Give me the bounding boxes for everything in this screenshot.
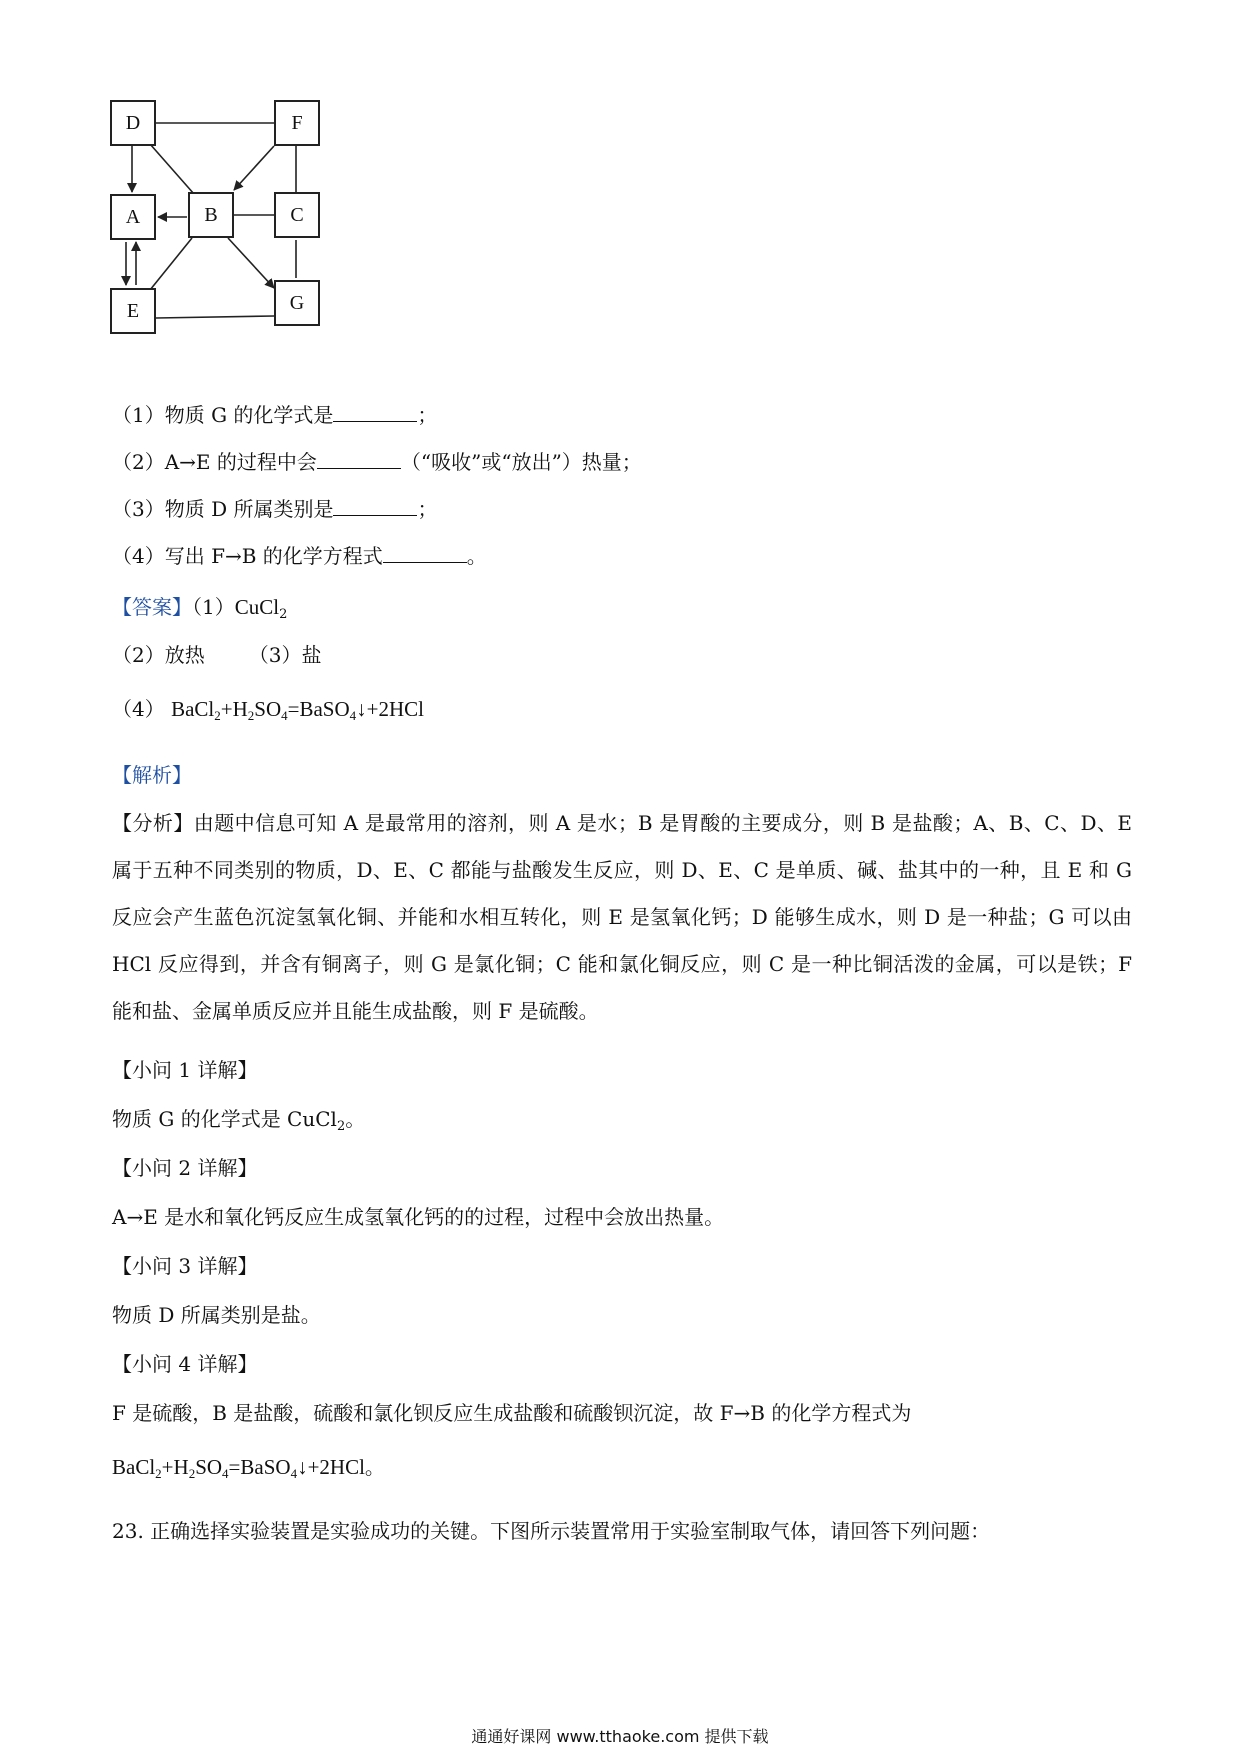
answer-tag: 【答案】	[112, 595, 192, 619]
question-2	[112, 447, 642, 477]
question-3	[112, 494, 437, 524]
question-4	[112, 541, 487, 571]
edge-e-g	[156, 316, 274, 318]
edge-d-b	[150, 144, 194, 194]
eq-part: SO	[195, 1455, 223, 1479]
diagram-connectors	[110, 110, 370, 385]
node-d: D	[110, 100, 156, 146]
eq-sub: 4	[290, 1466, 298, 1481]
answer-4-label: （4）	[112, 697, 165, 721]
subq-4-heading: 【小问 4 详解】	[112, 1352, 258, 1376]
edge-b-g	[228, 238, 274, 288]
subq-1-heading: 【小问 1 详解】	[112, 1058, 258, 1082]
question-3-end: ；	[417, 497, 438, 521]
node-g: G	[274, 280, 320, 326]
analysis-tag: 【解析】	[112, 763, 192, 787]
eq-sub: 2	[188, 1466, 196, 1481]
question-3-text: （3）物质 D 所属类别是	[112, 497, 334, 521]
edge-f-b	[234, 146, 274, 190]
answer-blank	[317, 450, 401, 469]
eq-part: ↓+2HCl	[297, 1455, 365, 1479]
subq-1-end: 。	[345, 1107, 366, 1131]
subq-4-equation-line	[112, 1452, 385, 1489]
eq-part: SO	[254, 697, 282, 721]
question-23: 23. 正确选择实验装置是实验成功的关键。下图所示装置常用于实验室制取气体，请回答下列问题：	[112, 1519, 991, 1543]
answer-blank	[333, 497, 417, 516]
subq-4-equation	[112, 1455, 365, 1479]
subq-2-detail: A→E 是水和氧化钙反应生成氢氧化钙的的过程，过程中会放出热量。	[112, 1205, 725, 1229]
answer-line-4	[112, 694, 424, 731]
node-a: A	[110, 194, 156, 240]
subq-3-detail: 物质 D 所属类别是盐。	[112, 1303, 321, 1327]
eq-sub: 2	[247, 708, 255, 723]
question-1-text: （1）物质 G 的化学式是	[112, 403, 334, 427]
subq-3-heading: 【小问 3 详解】	[112, 1254, 258, 1278]
eq-part: +H	[161, 1455, 189, 1479]
subq-1-subscript: 2	[336, 1119, 346, 1134]
node-b: B	[188, 192, 234, 238]
question-4-end: 。	[466, 544, 487, 568]
eq-sub: 4	[349, 708, 357, 723]
question-2-text: （2）A→E 的过程中会	[112, 450, 317, 474]
answer-1-subscript: 2	[279, 607, 288, 622]
answer-blank	[333, 403, 417, 422]
eq-sub: 2	[155, 1466, 162, 1481]
analysis-tag-line	[112, 760, 192, 790]
answer-4-equation	[171, 697, 424, 721]
node-c: C	[274, 192, 320, 238]
question-1	[112, 400, 437, 430]
subq-4-detail: F 是硫酸，B 是盐酸，硫酸和氯化钡反应生成盐酸和硫酸钡沉淀，故 F→B 的化学方程式为	[112, 1401, 912, 1425]
eq-part: BaCl	[171, 697, 215, 721]
answer-2: （2）放热	[112, 643, 205, 667]
eq-sub: 4	[222, 1466, 229, 1481]
question-1-end: ；	[417, 403, 438, 427]
answer-1-formula: CuCl	[234, 595, 280, 619]
analysis-paragraph: 【分析】由题中信息可知 A 是最常用的溶剂，则 A 是水；B 是胃酸的主要成分，则 B 是盐酸；A、B、C、D、E 属于五种不同类别的物质，D、E、C 都能与盐酸发生反应，则 D、E、C 是单质、碱、盐其中的一种，且 E 和 G 反应会产生蓝色沉淀氢氧化铜、并能和水相互转化，则 E 是氢氧化钙；D 能够生成水，则 D 是一种盐；G 可以由 HCl 反应得到，并含有铜离子，则 G 是氯化铜；C 能和氯化铜反应，则 C 是一种比铜活泼的金属，可以是铁；F 能和盐、金属单质反应并且能生成盐酸，则 F 是硫酸。	[112, 811, 1132, 1023]
eq-sub: 2	[214, 708, 221, 723]
eq-part: ↓+2HCl	[356, 697, 425, 721]
page-footer: 通通好课网 www.tthaoke.com 提供下载	[471, 1727, 769, 1746]
question-2-end: （“吸收”或“放出”）热量；	[400, 450, 642, 474]
eq-part: =BaSO	[228, 1455, 291, 1479]
answer-3: （3）盐	[248, 643, 322, 667]
subq-2-heading: 【小问 2 详解】	[112, 1156, 258, 1180]
edge-b-e	[150, 238, 192, 290]
eq-part: BaCl	[112, 1455, 156, 1479]
question-4-text: （4）写出 F→B 的化学方程式	[112, 544, 383, 568]
reaction-diagram	[110, 110, 370, 385]
answer-line-1	[112, 592, 287, 630]
eq-sub: 4	[281, 708, 288, 723]
subq-1-detail	[112, 1104, 365, 1142]
answer-blank	[383, 544, 467, 563]
eq-part: =BaSO	[287, 697, 350, 721]
answer-1-label: （1）	[192, 595, 235, 619]
subq-1-text: 物质 G 的化学式是 CuCl	[112, 1107, 337, 1131]
subq-4-end: 。	[364, 1455, 385, 1479]
eq-part: +H	[220, 697, 248, 721]
node-e: E	[110, 288, 156, 334]
answer-line-2	[112, 640, 321, 670]
node-f: F	[274, 100, 320, 146]
